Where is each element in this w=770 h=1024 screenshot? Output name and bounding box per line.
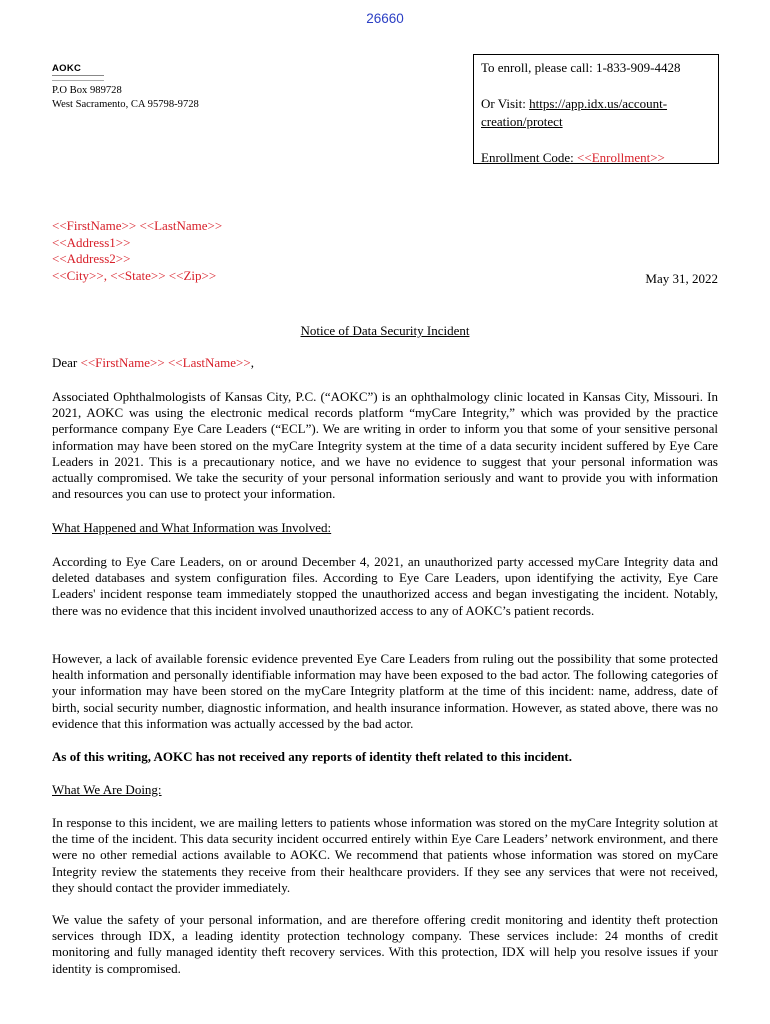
document-id: 26660: [366, 11, 404, 26]
response-paragraph: In response to this incident, we are mailing letters to patients whose information was stored on the myCare Integrity solution at the time of the incident. This data security incident occurred entirely within Eye Care Leaders’ network environment, and there were no other remedial actions available to AOKC. We recommend that patients whose information was stored on myCare Integrity review the statements they receive from their healthcare providers. If they see any services that were not received, they should contact the provider immediately.: [52, 815, 718, 895]
idx-services-paragraph: We value the safety of your personal information, and are therefore offering credit monitoring and identity theft protection services through IDX, a leading identity protection technology company. These services include: 24 months of credit monitoring and fully managed identity theft recovery services. With this protection, IDX will help you resolve issues if your identity is compromised.: [52, 912, 718, 976]
intro-paragraph: Associated Ophthalmologists of Kansas City, P.C. (“AOKC”) is an ophthalmology clinic located in Kansas City, Missouri. In 2021, AOKC was using the electronic medical records platform “myCare Integrity,” which was provided by the practice performance company Eye Care Leaders (“ECL”). We are writing in order to inform you that some of your sensitive personal information may have been stored on the myCare Integrity system at the time of a data security incident suffered by Eye Care Leaders in 2021. This is a precautionary notice, and we have no evidence to suggest that your personal information was actually compromised. We take the security of your personal information seriously and want to provide you with information and resources you can use to protect your information.: [52, 389, 718, 502]
greeting-prefix: Dear: [52, 355, 81, 370]
section-heading-what-we-are-doing: What We Are Doing:: [52, 782, 162, 797]
recipient-city-line: <<City>>, <<State>> <<Zip>>: [52, 267, 217, 283]
logo-text: AOKC: [52, 63, 82, 74]
enroll-visit-prefix: Or Visit:: [481, 96, 530, 111]
sender-address: [52, 84, 199, 111]
recipient-address2: <<Address2>>: [52, 251, 131, 266]
logo-subtitle-lines: [52, 75, 104, 81]
recipient-address1: <<Address1>>: [52, 234, 131, 250]
recipient-address: [52, 218, 222, 284]
letter-title: Notice of Data Security Incident: [300, 323, 470, 338]
enrollment-box: [473, 54, 719, 164]
enroll-url-link[interactable]: https://app.idx.us/account- creation/protect: [481, 96, 668, 129]
section-heading-what-happened: What Happened and What Information was Involved:: [52, 520, 332, 535]
greeting-name: <<FirstName>> <<LastName>>: [80, 355, 251, 370]
greeting-suffix: ,: [250, 355, 254, 370]
enroll-code-value: <<Enrollment>>: [577, 150, 665, 165]
recipient-name: <<FirstName>> <<LastName>>: [52, 218, 223, 233]
what-happened-paragraph: According to Eye Care Leaders, on or around December 4, 2021, an unauthorized party accessed myCare Integrity data and deleted databases and system configuration files. According to Eye Care Leaders, upon identifying the activity, Eye Care Leaders' incident response team immediately stopped the unauthorized access and began investigating the incident. Notably, there was no evidence that this incident involved unauthorized access to any of AOKC’s patient records.: [52, 554, 718, 618]
enroll-code-label: Enrollment Code:: [481, 150, 578, 165]
aokc-logo: [52, 64, 112, 80]
forensic-paragraph: However, a lack of available forensic evidence prevented Eye Care Leaders from ruling out the possibility that some protected health information and personally identifiable information may have been exposed to the bad actor. The following categories of your information may have been stored on the myCare Integrity platform at the time of this incident: name, address, date of birth, social security number, diagnostic information, and health insurance information. However, as stated above, there was no evidence that this information was actually accessed by the bad actor.: [52, 651, 718, 731]
enroll-phone-line: To enroll, please call: 1-833-909-4428: [481, 60, 681, 75]
sender-address-line2: West Sacramento, CA 95798-9728: [52, 98, 199, 110]
enroll-code-line: [481, 149, 718, 167]
greeting: [52, 355, 718, 371]
sender-address-line1: P.O Box 989728: [52, 85, 122, 96]
identity-theft-statement: As of this writing, AOKC has not received any reports of identity theft related to this incident.: [52, 749, 572, 764]
enroll-visit-line: [481, 95, 718, 131]
letter-date: May 31, 2022: [645, 271, 718, 286]
